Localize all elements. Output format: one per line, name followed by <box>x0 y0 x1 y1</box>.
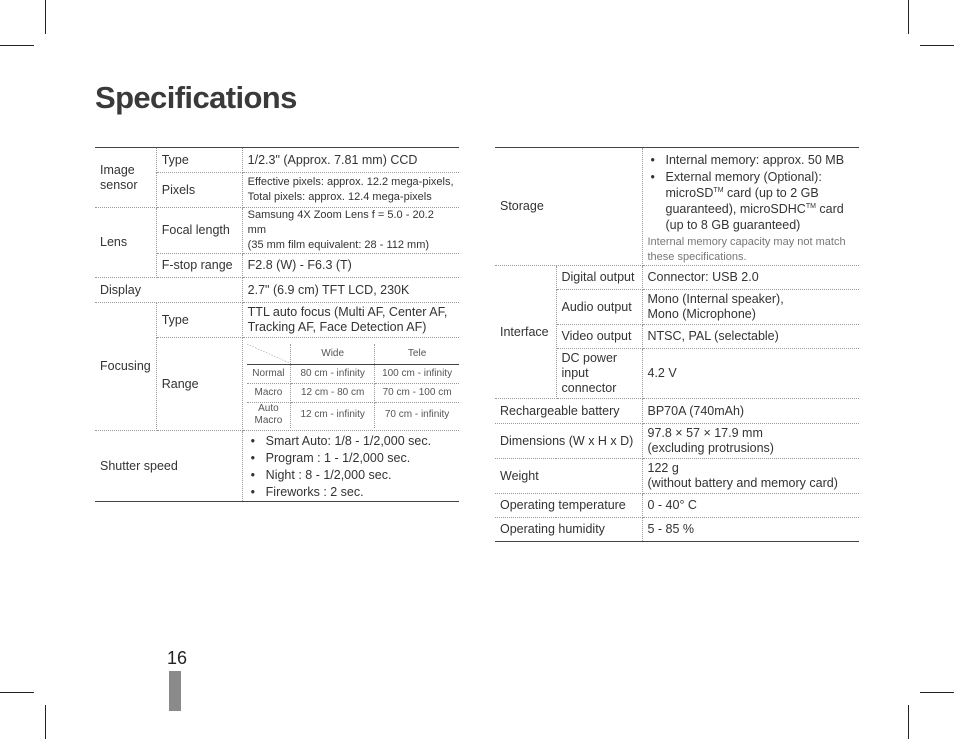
range-row <box>247 402 459 428</box>
table-row <box>95 431 459 502</box>
range-mode: Macro <box>247 383 291 402</box>
list-item: • Smart Auto: 1/8 - 1/2,000 sec. <box>248 433 454 449</box>
humidity-label: Operating humidity <box>495 518 642 542</box>
page-title: Specifications <box>95 80 297 115</box>
focus-range-label: Range <box>156 338 242 431</box>
table-row <box>95 278 459 303</box>
range-header-row <box>247 344 459 364</box>
shutter-speed-value <box>242 431 459 502</box>
list-item: • Fireworks : 2 sec. <box>248 484 454 500</box>
digital-output-value: Connector: USB 2.0 <box>642 266 859 290</box>
storage-value <box>642 148 859 266</box>
table-row <box>495 459 859 494</box>
table-row <box>495 399 859 424</box>
fstop-label: F-stop range <box>156 254 242 278</box>
table-row <box>495 266 859 290</box>
storage-note: Internal memory capacity may not match these specifications. <box>647 236 846 263</box>
range-tele: 100 cm - infinity <box>375 364 459 383</box>
video-output-label: Video output <box>556 325 642 349</box>
pixels-value: Effective pixels: approx. 12.2 mega-pixels, Total pixels: approx. 12.4 mega-pixels <box>242 173 459 208</box>
focus-type-label: Type <box>156 303 242 338</box>
list-item: • Internal memory: approx. 50 MB <box>648 152 855 168</box>
weight-label: Weight <box>495 459 642 494</box>
spec-table-right <box>495 147 859 542</box>
display-label: Display <box>95 278 242 303</box>
fstop-value: F2.8 (W) - F6.3 (T) <box>242 254 459 278</box>
crop-mark <box>908 0 909 34</box>
interface-label: Interface <box>495 266 556 399</box>
display-value: 2.7" (6.9 cm) TFT LCD, 230K <box>242 278 459 303</box>
image-sensor-type-value: 1/2.3" (Approx. 7.81 mm) CCD <box>242 148 459 173</box>
focus-range-cell <box>242 338 459 431</box>
diagonal-line <box>247 344 291 364</box>
focus-type-value: TTL auto focus (Multi AF, Center AF, Tracking AF, Face Detection AF) <box>242 303 459 338</box>
list-item: • Night : 8 - 1/2,000 sec. <box>248 467 454 483</box>
range-row <box>247 383 459 402</box>
focus-range-table <box>247 344 459 428</box>
range-wide: 12 cm - 80 cm <box>291 383 375 402</box>
range-tele: 70 cm - infinity <box>384 409 450 421</box>
audio-output-value: Mono (Internal speaker), Mono (Microphone) <box>642 290 859 325</box>
table-row <box>495 424 859 459</box>
spec-table-left <box>95 147 459 502</box>
focal-length-value: Samsung 4X Zoom Lens f = 5.0 - 20.2 mm (35 mm film equivalent: 28 - 112 mm) <box>242 208 459 254</box>
page-number: 16 <box>167 648 188 668</box>
range-tele: 70 cm - 100 cm <box>375 383 459 402</box>
crop-mark <box>45 705 46 739</box>
digital-output-label: Digital output <box>556 266 642 290</box>
crop-mark <box>0 692 34 693</box>
image-sensor-label: Image sensor <box>95 148 156 208</box>
lens-label: Lens <box>95 208 156 278</box>
audio-output-label: Audio output <box>556 290 642 325</box>
crop-mark <box>920 45 954 46</box>
focusing-label: Focusing <box>95 303 156 431</box>
range-header-wide: Wide <box>291 344 375 364</box>
dc-power-value: 4.2 V <box>642 349 859 399</box>
image-sensor-type-label: Type <box>156 148 242 173</box>
range-row <box>247 364 459 383</box>
page-tab-bar <box>169 671 181 711</box>
table-row <box>95 148 459 173</box>
shutter-speed-label: Shutter speed <box>95 431 242 502</box>
temperature-label: Operating temperature <box>495 494 642 518</box>
range-wide: 80 cm - infinity <box>291 364 375 383</box>
crop-mark <box>45 0 46 34</box>
video-output-value: NTSC, PAL (selectable) <box>642 325 859 349</box>
table-row <box>495 518 859 542</box>
humidity-value: 5 - 85 % <box>642 518 859 542</box>
table-row <box>95 303 459 338</box>
list-item: • Program : 1 - 1/2,000 sec. <box>248 450 454 466</box>
range-corner <box>247 344 291 364</box>
shutter-speed-list <box>248 433 454 500</box>
battery-label: Rechargeable battery <box>495 399 642 424</box>
range-header-tele: Tele <box>375 344 459 364</box>
dimensions-label: Dimensions (W x H x D) <box>495 424 642 459</box>
crop-mark <box>908 705 909 739</box>
dc-power-label: DC power input connector <box>556 349 642 399</box>
battery-value: BP70A (740mAh) <box>642 399 859 424</box>
dimensions-value: 97.8 × 57 × 17.9 mm (excluding protrusions) <box>642 424 859 459</box>
list-item: • External memory (Optional): microSD™ card (up to 2 GB guaranteed), microSDHC™ card (up to 8 GB guaranteed) <box>648 169 855 233</box>
range-wide: 12 cm - infinity <box>291 402 375 428</box>
temperature-value: 0 - 40° C <box>642 494 859 518</box>
pixels-label: Pixels <box>156 173 242 208</box>
table-row <box>495 148 859 266</box>
range-mode: Auto Macro <box>247 402 291 428</box>
storage-list <box>648 152 855 233</box>
crop-mark <box>920 692 954 693</box>
storage-label: Storage <box>495 148 642 266</box>
crop-mark <box>0 45 34 46</box>
table-row <box>495 494 859 518</box>
focal-length-label: Focal length <box>156 208 242 254</box>
range-mode: Normal <box>247 364 291 383</box>
table-row <box>95 208 459 254</box>
weight-value: 122 g (without battery and memory card) <box>642 459 859 494</box>
